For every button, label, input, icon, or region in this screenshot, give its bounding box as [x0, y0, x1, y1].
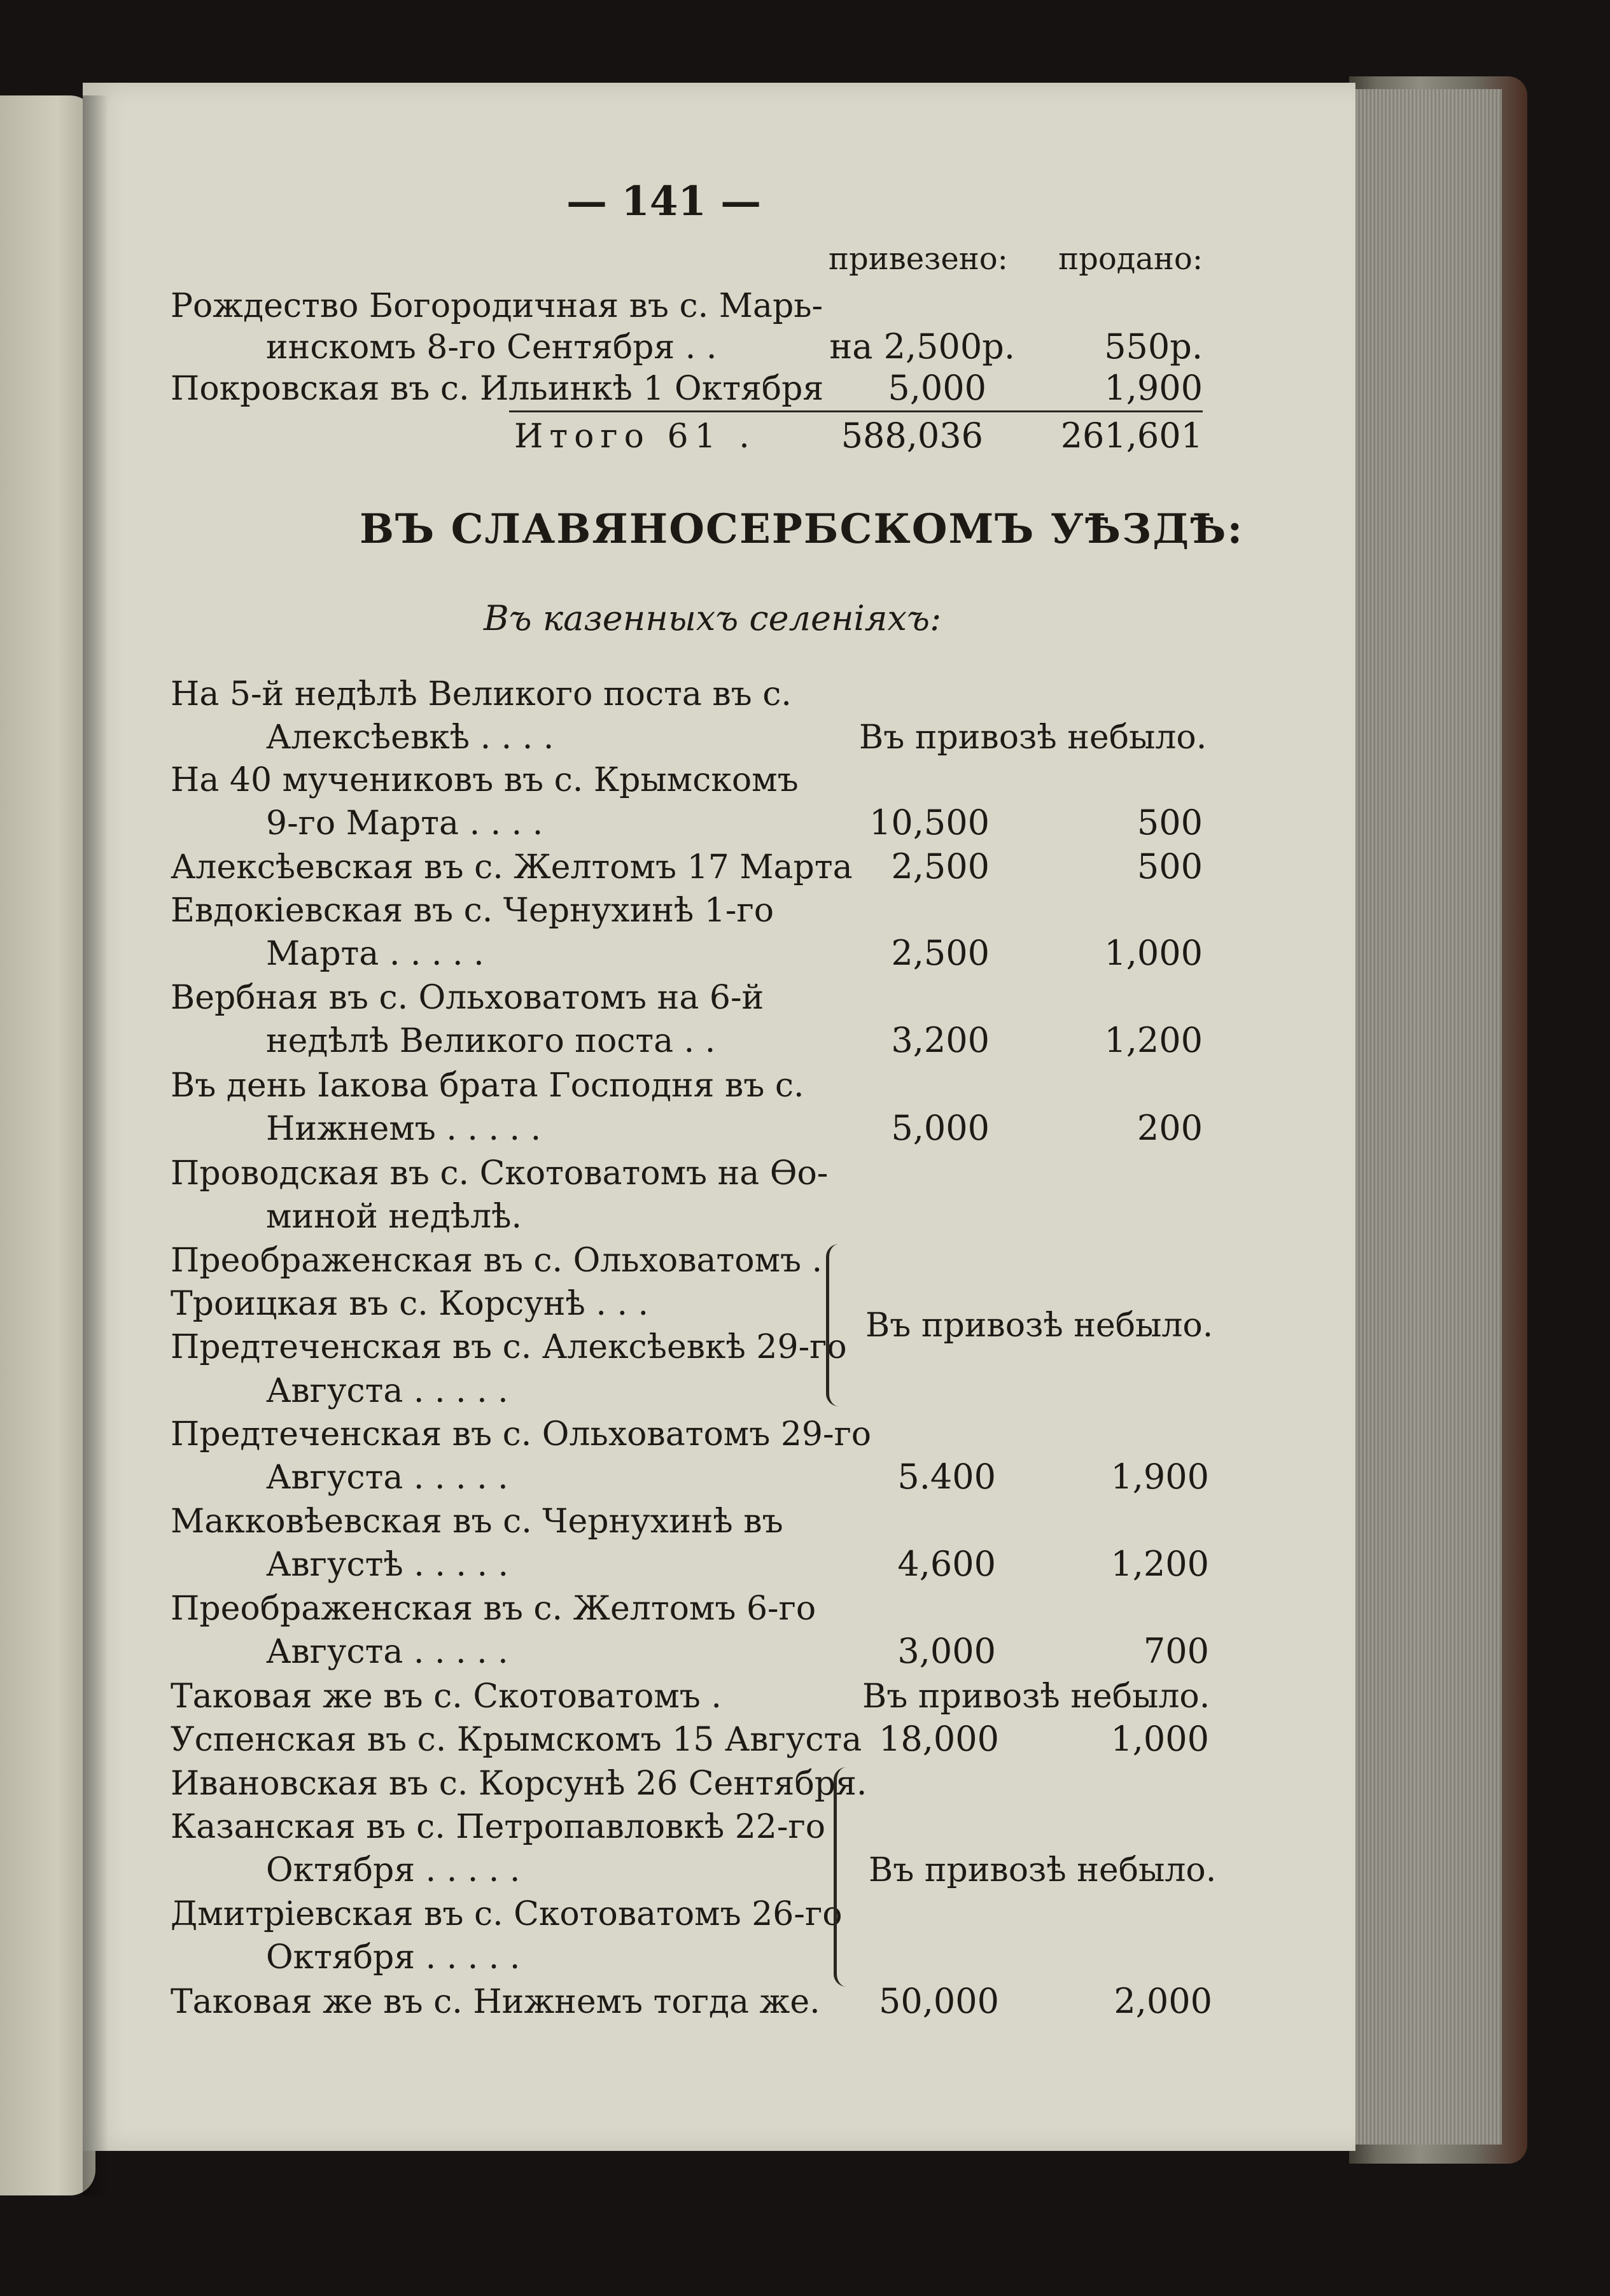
entry-line: Покровская въ с. Ильинкѣ 1 Октября: [171, 370, 824, 408]
brought-value: 5,000: [891, 1108, 990, 1148]
entry-line: Августа . . . . .: [266, 1633, 508, 1671]
entry-line: Троицкая въ с. Корсунѣ . . .: [171, 1285, 649, 1323]
entry-line: Таковая же въ с. Скотоватомъ .: [171, 1677, 722, 1716]
column-header-brought: привезено:: [829, 241, 1008, 277]
brought-value: 3,200: [891, 1020, 990, 1060]
brought-value: 4,600: [897, 1544, 996, 1584]
entry-line: Августа . . . . .: [266, 1372, 508, 1410]
entry-line: Предтеченская въ с. Ольховатомъ 29-го: [171, 1415, 872, 1453]
brought-value: 18,000: [879, 1719, 999, 1759]
entry-line: Таковая же въ с. Нижнемъ тогда же.: [171, 1983, 820, 2021]
brought-value: 10,500: [869, 802, 990, 843]
entry-line: Преображенская въ с. Ольховатомъ .: [171, 1242, 823, 1280]
entry-line: миной недѣлѣ.: [266, 1198, 522, 1236]
section-heading: ВЪ СЛАВЯНОСЕРБСКОМЪ УѢЗДѢ:: [360, 505, 1244, 553]
left-page-edge: [0, 95, 95, 2195]
entry-line: Казанская въ с. Петропавловкѣ 22-го: [171, 1808, 826, 1846]
spine-shadow: [83, 95, 108, 2195]
entry-line: Рождество Богородичная въ с. Марь-: [171, 287, 823, 325]
sold-value: 1,900: [1104, 368, 1203, 408]
column-header-sold: продано:: [1058, 241, 1203, 277]
sold-value: 1,000: [1104, 933, 1203, 973]
entry-line: На 40 мучениковъ въ с. Крымскомъ: [171, 761, 799, 799]
brought-value: 50,000: [879, 1981, 999, 2021]
sold-value: 1,200: [1104, 1020, 1203, 1060]
no-delivery-note: Въ привозѣ небыло.: [862, 1677, 1210, 1716]
entry-line: Проводская въ с. Скотоватомъ на Ѳо-: [171, 1154, 829, 1193]
sold-value: 200: [1137, 1108, 1203, 1148]
entry-line: 9-го Марта . . . .: [266, 804, 543, 843]
brought-value: 3,000: [897, 1631, 996, 1671]
sold-value: 500: [1137, 802, 1203, 843]
entry-line: Октября . . . . .: [266, 1938, 521, 1977]
entry-line: Марта . . . . .: [266, 935, 484, 973]
brought-value: 2,500: [891, 933, 990, 973]
sold-value: 1,000: [1110, 1719, 1209, 1759]
total-brought: 588,036: [841, 416, 983, 456]
group-note: Въ привозѣ небыло.: [865, 1306, 1214, 1345]
group-note: Въ привозѣ небыло.: [869, 1851, 1217, 1889]
entry-line: Алексѣевкѣ . . . .: [266, 718, 554, 757]
total-rule: [509, 410, 1203, 412]
total-label: Итого 61 .: [514, 417, 756, 456]
no-delivery-note: Въ привозѣ небыло.: [859, 718, 1207, 757]
page-edges: [1336, 89, 1502, 2145]
page-number: — 141 —: [566, 178, 762, 225]
brought-value: 5.400: [897, 1457, 996, 1497]
entry-line: Вербная въ с. Ольховатомъ на 6-й: [171, 979, 764, 1017]
sold-value: 2,000: [1114, 1981, 1212, 2021]
group-brace: [826, 1244, 848, 1406]
entry-line: Августа . . . . .: [266, 1459, 508, 1497]
brought-value: 2,500: [891, 846, 990, 886]
entry-line: инскомъ 8-го Сентября . .: [266, 328, 717, 367]
entry-line: Евдокіевская въ с. Чернухинѣ 1-го: [171, 892, 774, 930]
entry-line: Алексѣевская въ с. Желтомъ 17 Марта: [171, 848, 853, 886]
entry-line: недѣлѣ Великого поста . .: [266, 1022, 716, 1060]
sold-value: 1,200: [1110, 1544, 1209, 1584]
entry-line: Дмитріевская въ с. Скотоватомъ 26-го: [171, 1895, 843, 1933]
group-brace: [834, 1767, 856, 1987]
sold-value: 1,900: [1110, 1457, 1209, 1497]
sold-value: 700: [1143, 1631, 1209, 1671]
entry-line: Предтеченская въ с. Алексѣевкѣ 29-го: [171, 1328, 847, 1366]
entry-line: Макковѣевская въ с. Чернухинѣ въ: [171, 1502, 783, 1541]
entry-line: Октября . . . . .: [266, 1851, 521, 1889]
entry-line: Преображенская въ с. Желтомъ 6-го: [171, 1590, 816, 1628]
entry-line: Ивановская въ с. Корсунѣ 26 Сентября.: [171, 1765, 867, 1803]
total-sold: 261,601: [1060, 416, 1203, 456]
brought-value: на 2,500р.: [829, 326, 1015, 367]
entry-line: На 5-й недѣлѣ Великого поста въ с.: [171, 675, 792, 713]
section-subheading: Въ казенныхъ селеніяхъ:: [484, 598, 942, 638]
sold-value: 500: [1137, 846, 1203, 886]
entry-line: Успенская въ с. Крымскомъ 15 Августа: [171, 1721, 862, 1759]
sold-value: 550р.: [1104, 326, 1203, 367]
brought-value: 5,000: [888, 368, 986, 408]
entry-line: Нижнемъ . . . . .: [266, 1110, 542, 1148]
entry-line: Въ день Іакова брата Господня въ с.: [171, 1067, 804, 1105]
entry-line: Августѣ . . . . .: [266, 1546, 509, 1584]
